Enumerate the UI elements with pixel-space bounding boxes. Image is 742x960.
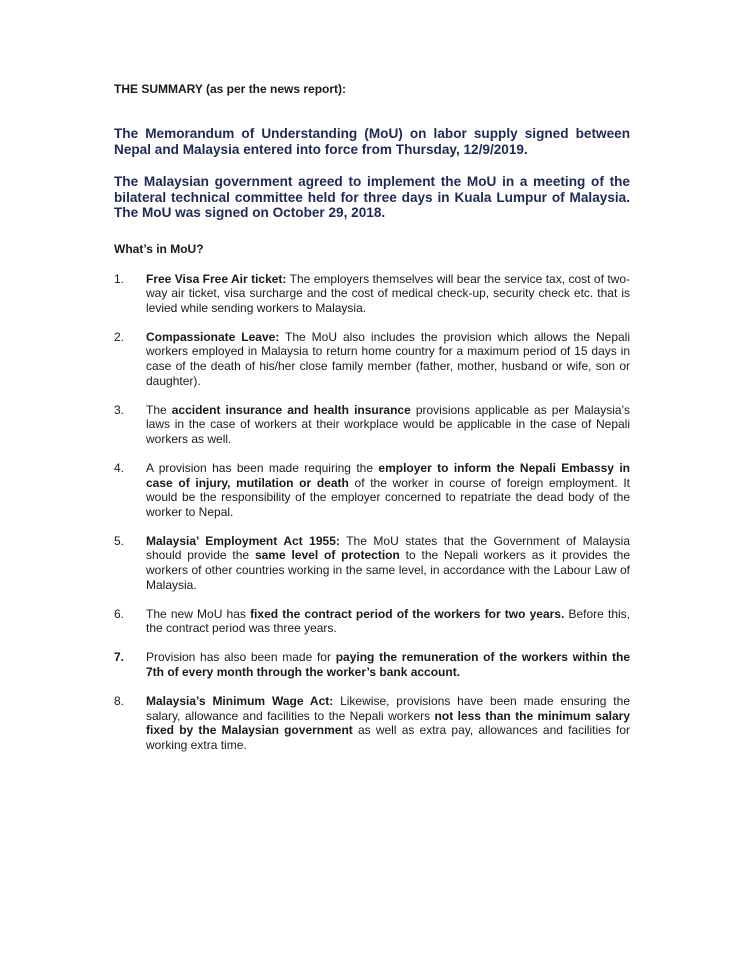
- item-bold-text: accident insurance and health insurance: [171, 402, 411, 417]
- item-text: as well as extra pay, allowances and facilities for working extra time.: [146, 723, 631, 752]
- item-text: The new MoU has: [146, 606, 251, 621]
- item-bold-text: Compassionate Leave:: [146, 329, 280, 344]
- item-number: 7.: [114, 650, 125, 665]
- item-bold-text: same level of protection: [254, 548, 400, 563]
- list-item: [114, 330, 630, 388]
- list-item: [114, 403, 630, 447]
- item-body: [146, 272, 630, 316]
- item-text: to the Nepali workers as it provides the workers of other countries working in the same level, in accordance with the Labour Law of Malaysia.: [146, 548, 631, 592]
- item-body: [146, 403, 630, 447]
- item-body: [146, 694, 630, 752]
- item-bold-text: fixed the contract period of the workers for two years.: [250, 606, 565, 621]
- item-number: 2.: [114, 329, 125, 344]
- lead-paragraph-1: The Memorandum of Understanding (MoU) on labor supply signed between Nepal and Malaysia entered into force from Thursday, 12/9/2019.: [114, 126, 630, 157]
- item-text: of the worker in course of foreign employment. It would be the responsibility of the employer concerned to repatriate the dead body of the worker to Nepal.: [146, 475, 631, 519]
- item-text: Likewise, provisions have been made ensuring the salary, allowance and facilities to the Nepali workers: [146, 694, 630, 723]
- item-bold-text: employer to inform the Nepali Embassy in case of injury, mutilation or death: [146, 460, 631, 490]
- item-body: [146, 534, 630, 592]
- item-bold-text: paying the remuneration of the workers within the 7th of every month through the worker’s bank account.: [146, 650, 631, 679]
- section-heading: What’s in MoU?: [114, 241, 204, 256]
- list-item: [114, 607, 630, 636]
- list-item: [114, 534, 630, 592]
- item-text: The employers themselves will bear the service tax, cost of two-way air ticket, visa surcharge and the cost of medical check-up, security check etc. that is levied while sending workers to Malaysia.: [146, 271, 630, 315]
- item-text: A provision has been made requiring the: [146, 460, 379, 475]
- item-number: 6.: [114, 606, 125, 621]
- item-bold-text: Malaysia’ Employment Act 1955:: [146, 533, 340, 548]
- item-bold-text: Malaysia’s Minimum Wage Act:: [146, 694, 334, 709]
- item-number: 5.: [114, 533, 125, 548]
- item-bold-text: Free Visa Free Air ticket:: [146, 271, 287, 286]
- item-number: 1.: [114, 271, 125, 286]
- item-text: The: [146, 402, 172, 417]
- item-text: The MoU also includes the provision which allows the Nepali workers employed in Malaysia to return home country for a maximum period of 15 days in case of the death of his/her close family member (father, mother, husband or wife, son or daughter).: [146, 329, 631, 388]
- lead-paragraph-2: The Malaysian government agreed to implement the MoU in a meeting of the bilateral technical committee held for three days in Kuala Lumpur of Malaysia. The MoU was signed on October 29, 2018.: [114, 174, 630, 220]
- list-item: [114, 650, 630, 679]
- item-body: [146, 461, 630, 519]
- list-item: [114, 694, 630, 752]
- item-bold-text: not less than the minimum salary fixed by the Malaysian government: [146, 708, 630, 738]
- list-item: [114, 272, 630, 316]
- item-number: 3.: [114, 402, 125, 417]
- item-body: [146, 650, 630, 679]
- item-text: The MoU states that the Government of Malaysia should provide the: [146, 533, 630, 563]
- item-number: 8.: [114, 694, 125, 709]
- item-number: 4.: [114, 460, 125, 475]
- item-text: Before this, the contract period was three years.: [146, 606, 631, 636]
- mou-provisions-list: [114, 272, 630, 753]
- summary-title: THE SUMMARY (as per the news report):: [114, 82, 347, 96]
- item-text: provisions applicable as per Malaysia’s laws in the case of workers at their workplace would be applicable in the case of Nepali workers as well.: [146, 402, 630, 446]
- list-item: [114, 461, 630, 519]
- item-body: [146, 330, 630, 388]
- item-text: Provision has also been made for: [146, 650, 336, 665]
- item-body: [146, 607, 630, 636]
